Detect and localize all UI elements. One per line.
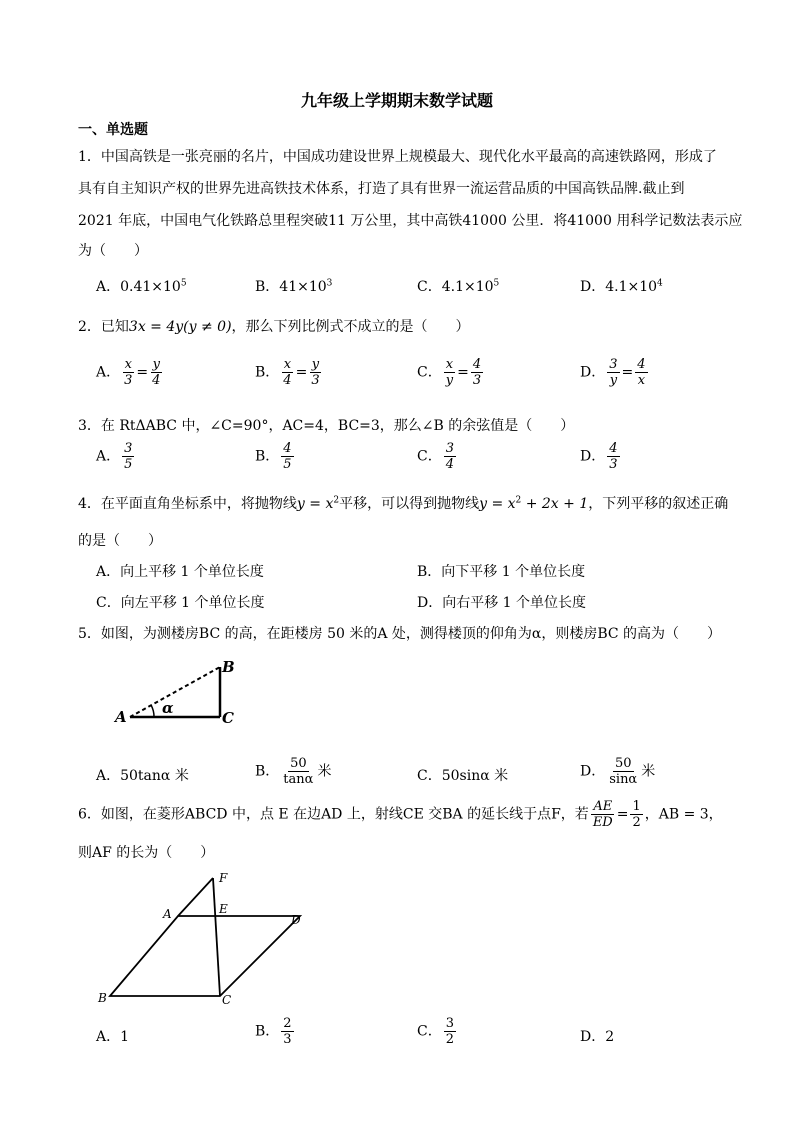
q1-line-4: 为（ ） — [78, 243, 148, 259]
q6-figure — [95, 868, 315, 1008]
q6-label-e: E — [219, 902, 228, 916]
q1-line-2: 具有自主知识产权的世界先进高铁技术体系，打造了具有世界一流运营品质的中国高铁品牌.截止到 — [78, 181, 685, 197]
q6-label-b: B — [98, 991, 107, 1005]
q2-option-b[interactable]: B． $\frac{x}{4}$ = $\frac{y}{3}$ — [255, 357, 320, 388]
q6-option-c[interactable]: C． $\frac{3}{2}$ — [417, 1016, 454, 1047]
q4-option-b[interactable]: B．向下平移 1 个单位长度 — [417, 564, 586, 580]
q5-stem: 5．如图，为测楼房BC 的高，在距楼房 50 米的A 处，测得楼顶的仰角为α，则楼房BC 的高为（ ） — [78, 626, 722, 642]
q3-option-a[interactable]: A． $\frac{3}{5}$ — [96, 441, 133, 472]
q5-figure — [110, 655, 240, 730]
q5-option-c[interactable]: C．50sinα 米 — [417, 768, 509, 784]
section-heading: 一、单选题 — [78, 122, 148, 138]
q6-stem-line-2: 则AF 的长为（ ） — [78, 845, 215, 861]
q2-option-a[interactable]: A． $\frac{x}{3}$ = $\frac{y}{4}$ — [96, 357, 161, 388]
q5-label-alpha: α — [162, 699, 174, 717]
q5-label-b: B — [222, 658, 235, 676]
q6-label-c: C — [222, 993, 232, 1007]
q2-stem: 2．已知3x = 4y(y ≠ 0)，那么下列比例式不成立的是（ ） — [78, 319, 470, 335]
q3-option-c[interactable]: C． $\frac{3}{4}$ — [417, 441, 454, 472]
q5-label-c: C — [222, 709, 234, 727]
q5-angle-arc — [151, 705, 154, 717]
q1-option-d[interactable]: D．$4.1\times 10^4$ — [580, 278, 663, 295]
q1-option-b[interactable]: B．$41\times 10^3$ — [255, 278, 333, 295]
q6-option-a[interactable]: A．1 — [96, 1029, 130, 1045]
q6-option-d[interactable]: D．2 — [580, 1029, 615, 1045]
q2-option-c[interactable]: C． $\frac{x}{y}$ = $\frac{4}{3}$ — [417, 357, 482, 388]
q6-option-b[interactable]: B． $\frac{2}{3}$ — [255, 1016, 292, 1047]
q5-option-b[interactable]: B． $\frac{50}{\tan\alpha}$ 米 — [255, 756, 332, 787]
page-title: 九年级上学期期末数学试题 — [300, 91, 493, 110]
q5-label-a: A — [115, 708, 127, 726]
q5-sight-line — [130, 667, 220, 717]
q3-stem: 3．在 RtΔABC 中，∠C=90°，AC=4，BC=3，那么∠B 的余弦值是（ ） — [78, 418, 575, 434]
q6-ray-ce — [213, 878, 220, 996]
q4-stem-line-1: 4．在平面直角坐标系中，将抛物线$y = x^2$平移，可以得到抛物线$y = x^2 + 2x + 1$，下列平移的叙述正确 — [78, 495, 729, 512]
q4-stem-line-2: 的是（ ） — [78, 533, 162, 549]
q6-label-a: A — [163, 907, 172, 921]
q1-line-1: 1．中国高铁是一张亮丽的名片，中国成功建设世界上规模最大、现代化水平最高的高速铁路网，形成了 — [78, 149, 717, 165]
q6-label-d: D — [291, 913, 301, 927]
q4-option-c[interactable]: C．向左平移 1 个单位长度 — [96, 595, 265, 611]
q3-option-d[interactable]: D． $\frac{4}{3}$ — [580, 441, 618, 472]
q4-option-d[interactable]: D．向右平移 1 个单位长度 — [417, 595, 587, 611]
q6-ba-extension — [178, 878, 213, 916]
q6-label-f: F — [219, 871, 228, 885]
q1-line-3: 2021 年底，中国电气化铁路总里程突破11 万公里，其中高铁41000 公里．将41000 用科学记数法表示应 — [78, 213, 743, 229]
q1-option-a[interactable]: A．$0.41\times 10^5$ — [96, 278, 187, 295]
q6-stem-line-1: 6．如图，在菱形ABCD 中，点 E 在边AD 上，射线CE 交BA 的延长线于点F，若 $\frac{AE}{ED}$ = $\frac{1}{2}$ ，AB = 3， — [78, 799, 723, 830]
q5-option-d[interactable]: D． $\frac{50}{\sin\alpha}$ 米 — [580, 756, 656, 787]
q2-option-d[interactable]: D． $\frac{3}{y}$ = $\frac{4}{x}$ — [580, 357, 646, 388]
q4-option-a[interactable]: A．向上平移 1 个单位长度 — [96, 564, 264, 580]
q3-option-b[interactable]: B． $\frac{4}{5}$ — [255, 441, 292, 472]
q1-option-c[interactable]: C．$4.1\times 10^5$ — [417, 278, 500, 295]
q6-rhombus — [110, 916, 300, 996]
q5-option-a[interactable]: A．50tanα 米 — [96, 768, 189, 784]
